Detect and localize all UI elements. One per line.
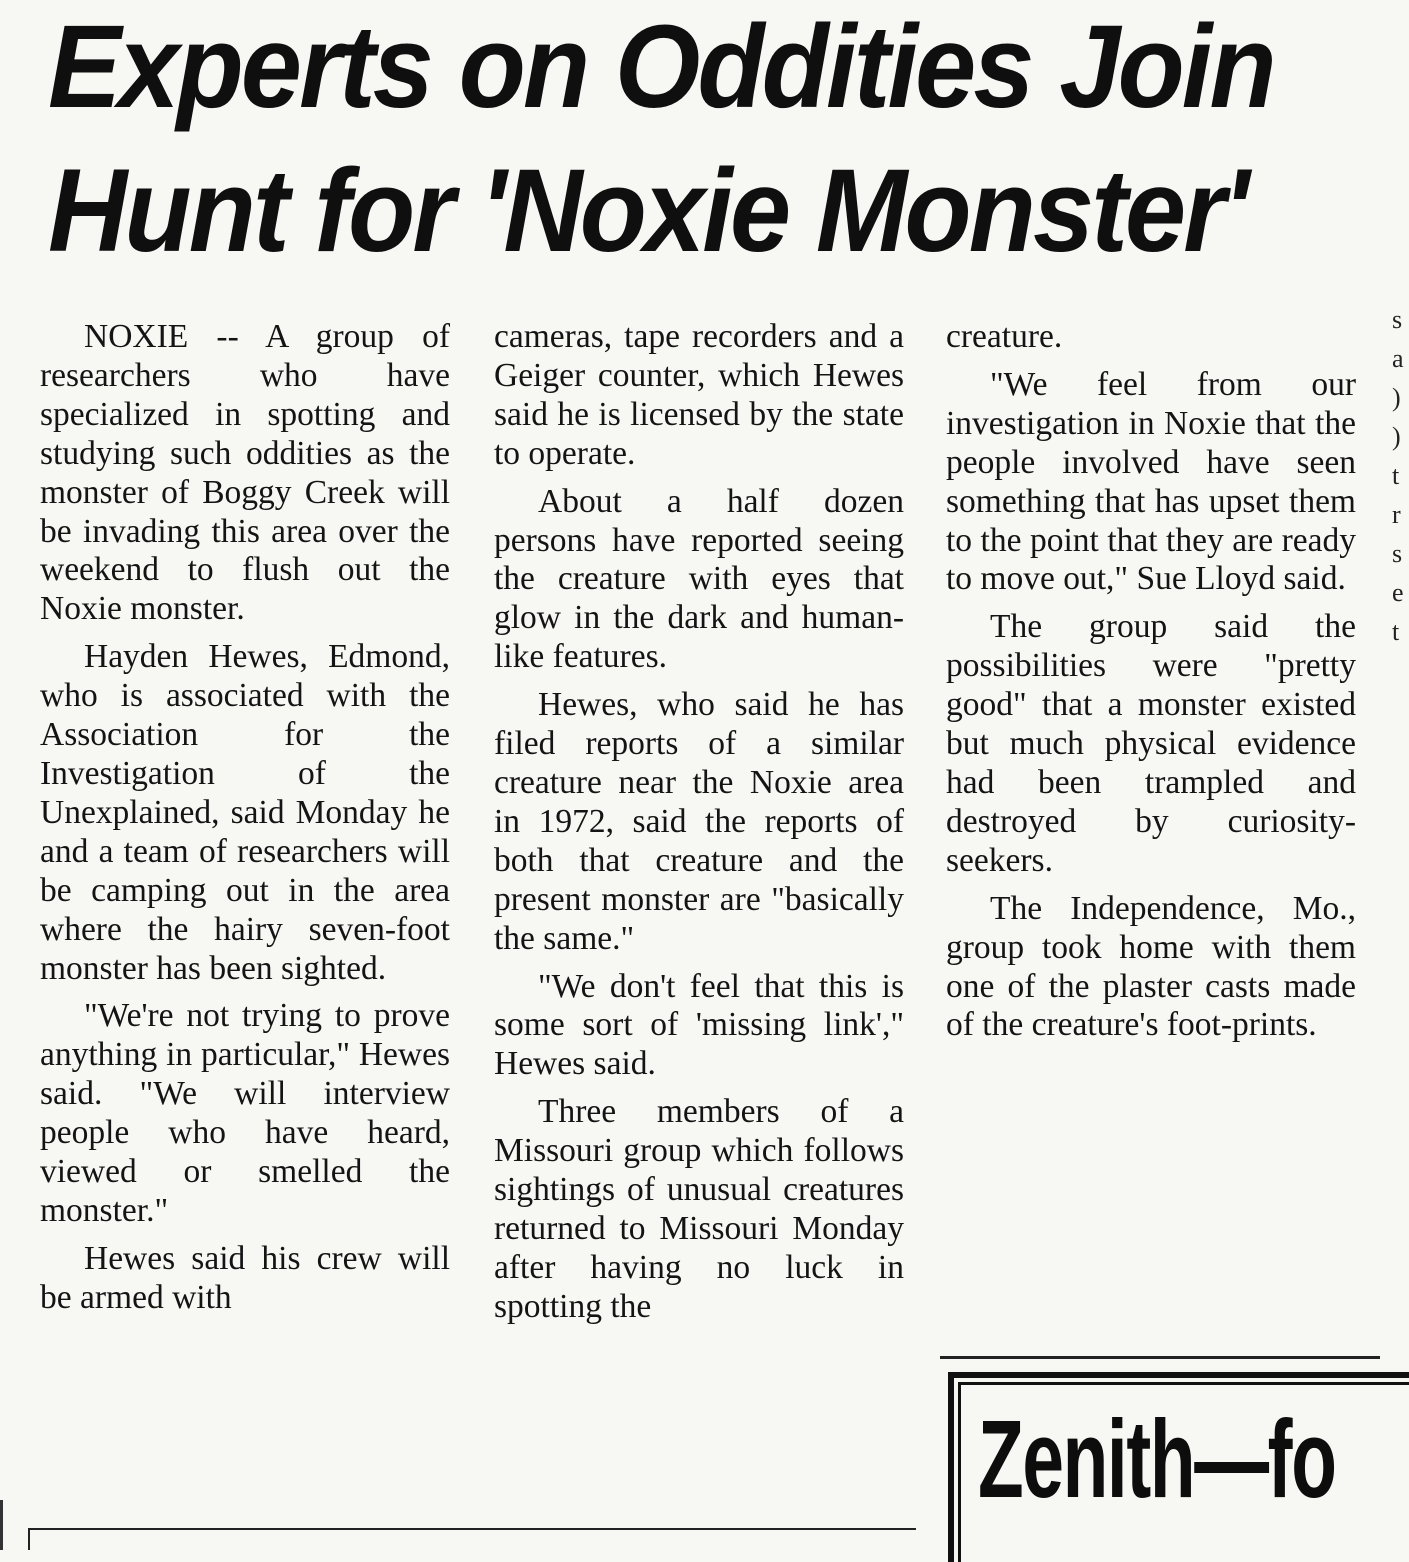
paragraph: Three members of a Missouri group which follows sightings of unusual creatures returned to Missouri Monday after having no luck in spotting the <box>494 1093 904 1325</box>
paragraph-continued: cameras, tape recorders and a Geiger counter, which Hewes said he is licensed by the state to operate. <box>494 318 904 472</box>
paragraph: "We feel from our investigation in Noxie that the people involved have seen something that has upset them to the point that they are ready to move out," Sue Lloyd said. <box>946 365 1356 598</box>
paragraph: Hayden Hewes, Edmond, who is associated with the Association for the Investigation of the Unexplained, said Monday he and a team of researchers will be camping out in the area where the hairy seven-foot monster has been sighted. <box>40 638 450 987</box>
adjacent-column-fragment: s a ) ) t r s e t <box>1392 305 1404 646</box>
paragraph: "We're not trying to prove anything in particular," Hewes said. "We will interview people who have heard, viewed or smelled the monster." <box>40 997 450 1229</box>
paragraph: Hewes, who said he has filed reports of a similar creature near the Noxie area in 1972, said the reports of both that creature and the present monster are "basically the same." <box>494 686 904 957</box>
column-rule <box>940 1356 1380 1359</box>
bottom-rule <box>28 1528 916 1530</box>
paragraph: Hewes said his crew will be armed with <box>40 1239 450 1316</box>
bottom-tick <box>28 1530 30 1550</box>
article-column-2 <box>494 318 904 1336</box>
headline-line-1: Experts on Oddities Join <box>48 1 1274 133</box>
paragraph-continued: creature. <box>946 318 1063 355</box>
paragraph: "We don't feel that this is some sort of 'missing link'," Hewes said. <box>494 967 904 1083</box>
left-edge-rule <box>0 1500 3 1550</box>
article-column-3 <box>946 318 1356 1054</box>
paragraph: The Independence, Mo., group took home with them one of the plaster casts made of the creature's foot-prints. <box>946 889 1356 1044</box>
paragraph: NOXIE -- A group of researchers who have specialized in spotting and studying such oddities as the monster of Boggy Creek will be invading this area over the weekend to flush out the Noxie monster. <box>40 318 450 628</box>
paragraph: The group said the possibilities were "pretty good" that a monster existed but much physical evidence had been trampled and destroyed by curiosity-seekers. <box>946 608 1356 879</box>
advertisement-text: Zenith—fo <box>978 1398 1336 1521</box>
headline-line-2: Hunt for 'Noxie Monster' <box>48 145 1247 277</box>
article-column-1 <box>40 318 450 1327</box>
paragraph: About a half dozen persons have reported seeing the creature with eyes that glow in the dark and human-like features. <box>494 482 904 676</box>
